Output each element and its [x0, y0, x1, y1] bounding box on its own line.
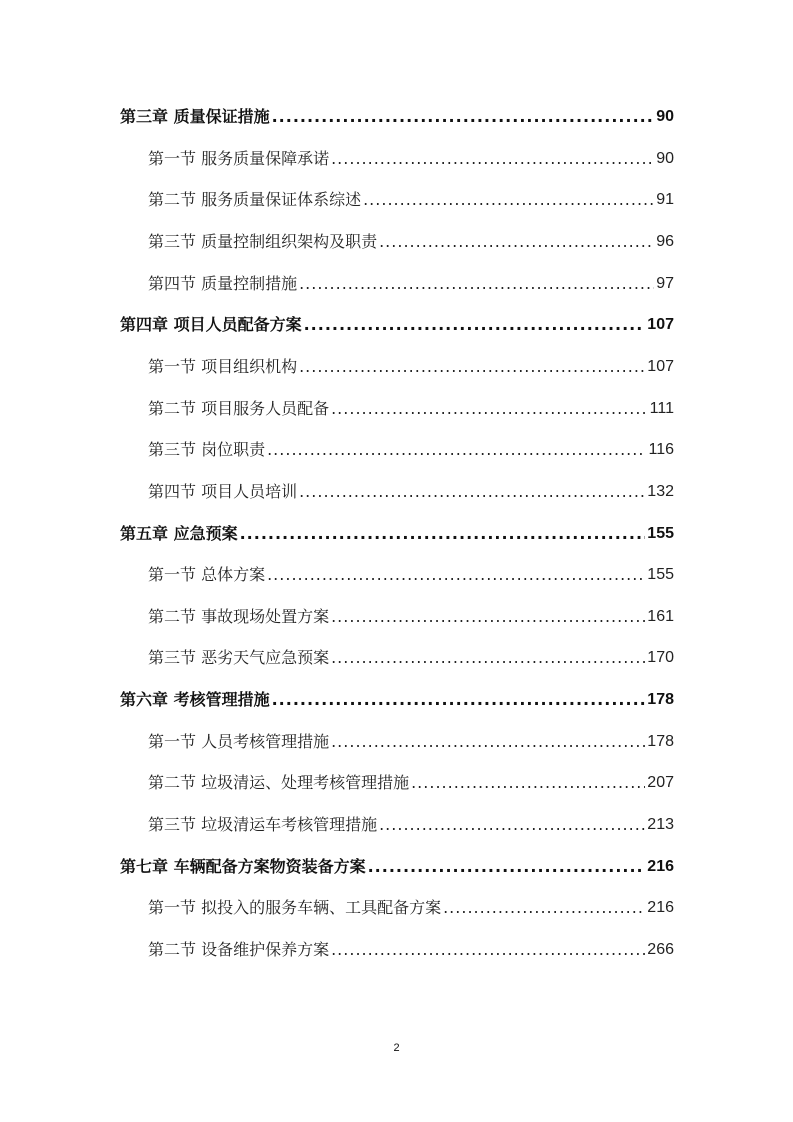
toc-chapter-entry[interactable] [120, 688, 674, 712]
dot-leader [272, 105, 655, 129]
toc-entry-page: 107 [647, 357, 674, 375]
page-number: 2 [393, 1042, 400, 1054]
toc-entry-page: 91 [656, 191, 674, 209]
toc-entry-title: 第四节 质量控制措施 [148, 273, 298, 293]
toc-entry-title: 第二节 设备维护保养方案 [148, 940, 330, 959]
toc-entry-page: 178 [647, 732, 674, 750]
toc-section-entry[interactable] [148, 771, 674, 795]
dot-leader [299, 272, 654, 296]
toc-entry-page: 96 [656, 232, 674, 250]
toc-section-entry[interactable] [148, 438, 674, 462]
dot-leader [331, 147, 654, 171]
toc-section-entry[interactable] [148, 646, 674, 670]
toc-section-entry[interactable] [148, 896, 674, 920]
toc-chapter-entry[interactable] [120, 313, 674, 337]
toc-section-entry[interactable] [148, 355, 674, 379]
toc-entry-page: 161 [647, 607, 674, 625]
toc-section-entry[interactable] [148, 147, 674, 171]
toc-entry-title: 第一节 服务质量保障承诺 [148, 148, 330, 168]
toc-section-entry[interactable] [148, 272, 674, 296]
dot-leader [304, 313, 646, 337]
toc-entry-page: 90 [656, 149, 674, 167]
toc-entry-page: 170 [647, 649, 674, 667]
toc-section-entry[interactable] [148, 397, 674, 421]
toc-entry-page: 266 [647, 941, 674, 958]
toc-entry-title: 第三节 恶劣天气应急预案 [148, 648, 330, 668]
toc-entry-page: 213 [647, 816, 674, 834]
toc-entry-page: 216 [647, 899, 674, 917]
toc-entry-page: 216 [647, 857, 674, 875]
toc-entry-title: 第一节 项目组织机构 [148, 356, 298, 376]
toc-entry-page: 207 [647, 774, 674, 792]
toc-section-entry[interactable] [148, 188, 674, 212]
toc-chapter-entry[interactable] [120, 522, 674, 546]
dot-leader [331, 605, 645, 629]
toc-section-entry[interactable] [148, 730, 674, 754]
dot-leader [363, 188, 654, 212]
dot-leader [272, 688, 646, 712]
toc-entry-title: 第三章 质量保证措施 [120, 107, 270, 126]
toc-entry-title: 第一节 人员考核管理措施 [148, 731, 330, 751]
toc-entry-page: 97 [656, 274, 674, 292]
dot-leader [240, 522, 646, 546]
toc-entry-title: 第四节 项目人员培训 [148, 481, 298, 501]
dot-leader [299, 480, 645, 504]
toc-entry-page: 132 [647, 482, 674, 500]
toc-entry-title: 第五章 应急预案 [120, 523, 238, 543]
dot-leader [331, 646, 645, 670]
toc-entry-title: 第六章 考核管理措施 [120, 690, 270, 710]
toc-section-entry[interactable] [148, 563, 674, 587]
dot-leader [379, 813, 645, 837]
toc-entry-title: 第二节 服务质量保证体系综述 [148, 190, 362, 210]
toc-section-entry[interactable] [148, 480, 674, 504]
toc-entry-title: 第三节 岗位职责 [148, 440, 266, 460]
toc-chapter-entry[interactable] [120, 105, 674, 129]
toc-section-entry[interactable] [148, 230, 674, 254]
toc-entry-title: 第二节 垃圾清运、处理考核管理措施 [148, 773, 410, 793]
toc-entry-page: 155 [647, 524, 674, 542]
toc-entry-page: 111 [649, 399, 674, 417]
toc-section-entry[interactable] [148, 938, 674, 962]
toc-entry-page: 90 [656, 108, 674, 125]
toc-section-entry[interactable] [148, 605, 674, 629]
dot-leader [331, 938, 645, 962]
dot-leader [443, 896, 645, 920]
toc-section-entry[interactable] [148, 813, 674, 837]
dot-leader [331, 397, 648, 421]
toc-entry-title: 第一节 拟投入的服务车辆、工具配备方案 [148, 898, 442, 918]
toc-entry-page: 107 [647, 316, 674, 334]
dot-leader [299, 355, 645, 379]
toc-entry-title: 第三节 垃圾清运车考核管理措施 [148, 815, 378, 835]
toc-entry-page: 178 [647, 691, 674, 709]
toc-entry-title: 第四章 项目人员配备方案 [120, 315, 302, 335]
toc-entry-page: 155 [647, 566, 674, 584]
toc-chapter-entry[interactable] [120, 855, 674, 879]
toc-entry-page: 116 [648, 441, 674, 459]
dot-leader [267, 438, 646, 462]
dot-leader [379, 230, 654, 254]
dot-leader [368, 855, 646, 879]
dot-leader [267, 563, 645, 587]
toc-entry-title: 第一节 总体方案 [148, 565, 266, 585]
dot-leader [331, 730, 645, 754]
toc-entry-title: 第二节 事故现场处置方案 [148, 606, 330, 626]
toc-entry-title: 第七章 车辆配备方案物资装备方案 [120, 856, 366, 876]
toc-entry-title: 第二节 项目服务人员配备 [148, 398, 330, 418]
toc-entry-title: 第三节 质量控制组织架构及职责 [148, 231, 378, 251]
dot-leader [411, 771, 645, 795]
